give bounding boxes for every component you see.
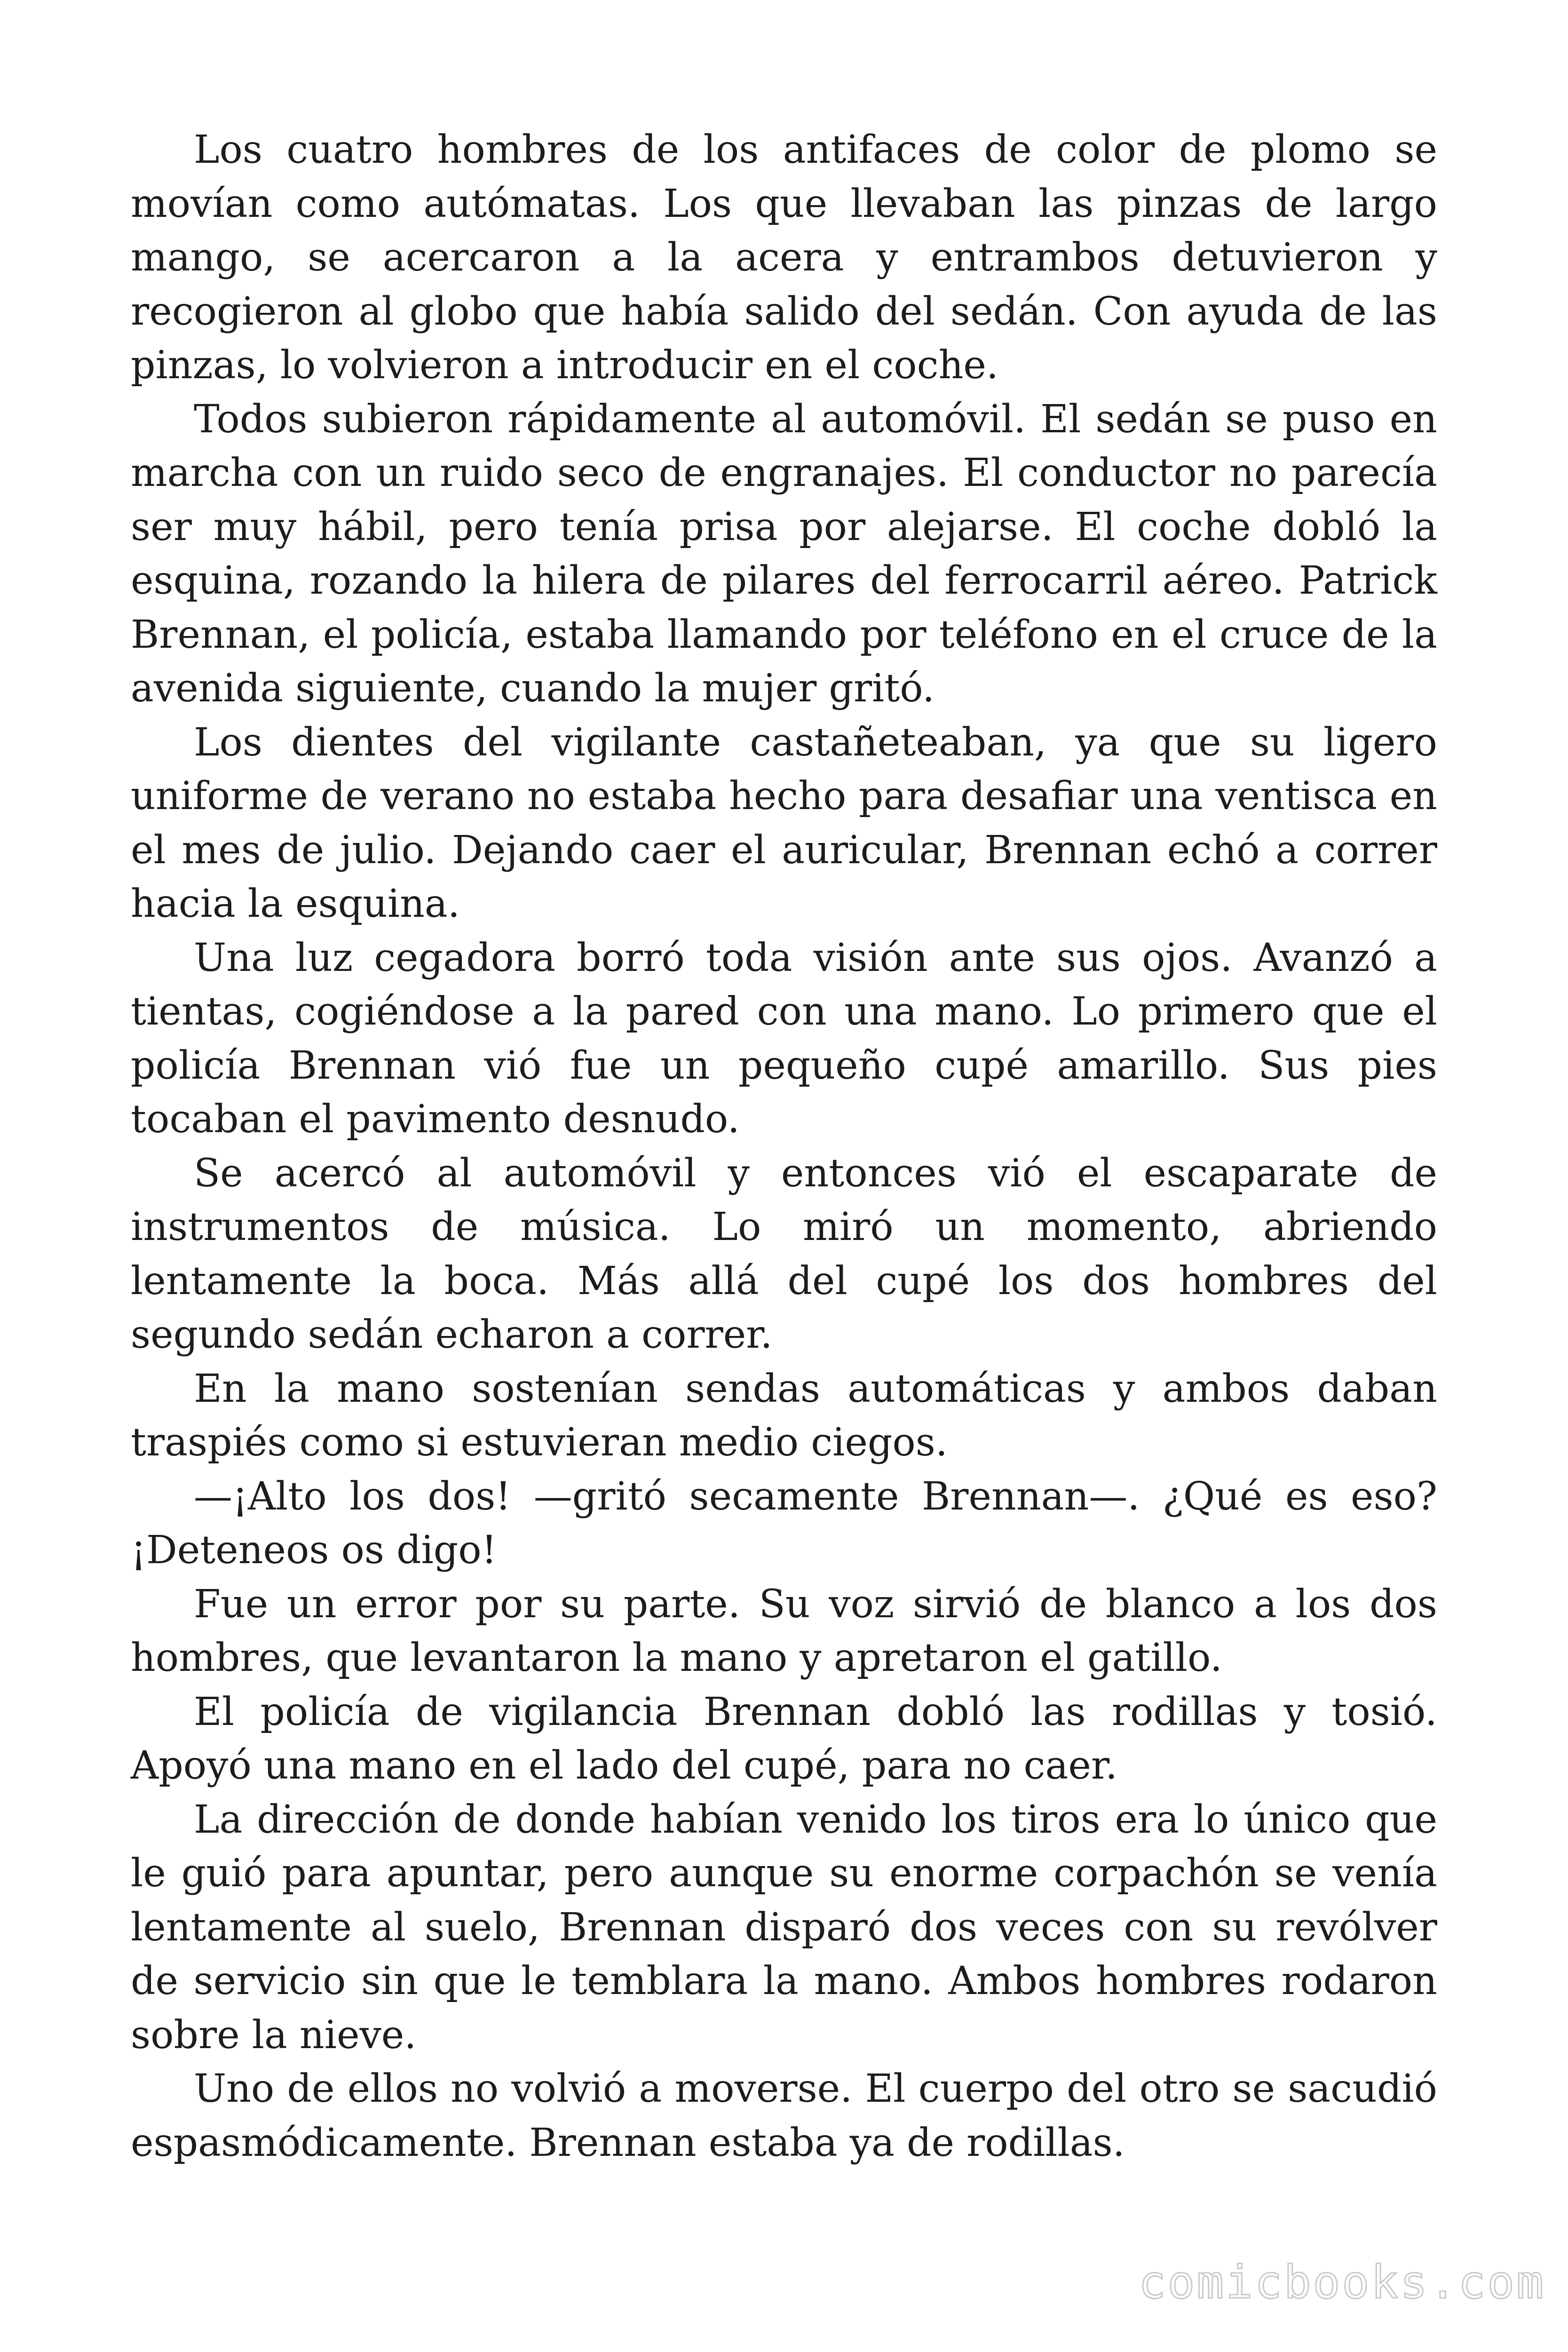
paragraph-6: En la mano sostenían sendas automáticas y ambos daban traspiés como si estuvieran medio ciegos. bbox=[131, 1366, 1437, 1465]
paragraph-7: —¡Alto los dos! —gritó secamente Brennan—. ¿Qué es eso? ¡Deteneos os digo! bbox=[131, 1474, 1437, 1573]
paragraph-11: Uno de ellos no volvió a moverse. El cuerpo del otro se sacudió espasmódicamente. Brennan estaba ya de rodillas. bbox=[131, 2066, 1437, 2165]
paragraph-10: La dirección de donde habían venido los tiros era lo único que le guió para apuntar, pero aunque su enorme corpachón se venía lentamente al suelo, Brennan disparó dos veces con su revólver de servicio sin que le temblara la mano. Ambos hombres rodaron sobre la nieve. bbox=[131, 1797, 1437, 2058]
paragraph-8: Fue un error por su parte. Su voz sirvió de blanco a los dos hombres, que levantaron la mano y apretaron el gatillo. bbox=[131, 1581, 1437, 1680]
paragraph-1: Los cuatro hombres de los antifaces de color de plomo se movían como autómatas. Los que llevaban las pinzas de largo mango, se acercaron a la acera y entrambos detuvieron y recogieron al globo que había salido del sedán. Con ayuda de las pinzas, lo volvieron a introducir en el coche. bbox=[131, 127, 1437, 388]
paragraph-5: Se acercó al automóvil y entonces vió el escaparate de instrumentos de música. Lo miró un momento, abriendo lentamente la boca. Más allá del cupé los dos hombres del segundo sedán echaron a correr. bbox=[131, 1151, 1437, 1357]
paragraph-4: Una luz cegadora borró toda visión ante sus ojos. Avanzó a tientas, cogiéndose a la pared con una mano. Lo primero que el policía Brennan vió fue un pequeño cupé amarillo. Sus pies tocaban el pavimento desnudo. bbox=[131, 935, 1437, 1142]
watermark-text: comicbooks.com bbox=[1138, 2256, 1545, 2309]
paragraph-9: El policía de vigilancia Brennan dobló las rodillas y tosió. Apoyó una mano en el lado del cupé, para no caer. bbox=[131, 1689, 1437, 1788]
paragraph-2: Todos subieron rápidamente al automóvil. El sedán se puso en marcha con un ruido seco de engranajes. El conductor no parecía ser muy hábil, pero tenía prisa por alejarse. El coche dobló la esquina, rozando la hilera de pilares del ferrocarril aéreo. Patrick Brennan, el policía, estaba llamando por teléfono en el cruce de la avenida siguiente, cuando la mujer gritó. bbox=[131, 397, 1437, 711]
paragraph-3: Los dientes del vigilante castañeteaban, ya que su ligero uniforme de verano no estaba hecho para desafiar una ventisca en el mes de julio. Dejando caer el auricular, Brennan echó a correr hacia la esquina. bbox=[131, 720, 1437, 926]
page-body-text bbox=[131, 123, 1437, 2170]
